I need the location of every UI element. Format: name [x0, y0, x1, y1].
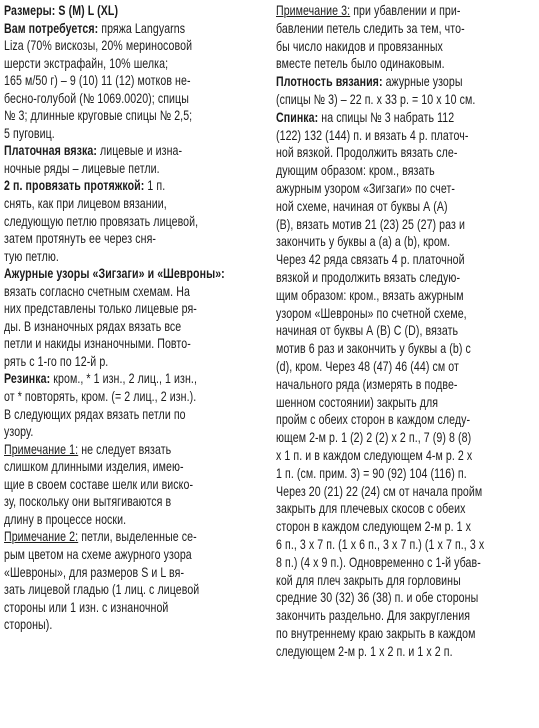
- text-segment: щим образом: кром., вязать ажурным: [276, 287, 464, 303]
- text-line: [4, 37, 210, 55]
- text-segment: длину в процессе носки.: [4, 511, 127, 527]
- bold-heading: Размеры: S (M) L (XL): [4, 3, 119, 18]
- text-segment: ды. В изнаночных рядах вязать все: [4, 318, 182, 334]
- text-segment: Через 20 (21) 22 (24) см от начала пройм: [276, 483, 483, 499]
- text-line: [4, 177, 210, 195]
- text-segment: начального ряда (измерять в подве-: [276, 376, 458, 392]
- text-line: [276, 233, 478, 251]
- text-line: [4, 493, 210, 511]
- text-line: [4, 160, 210, 178]
- text-line: [4, 20, 210, 38]
- text-segment: вязкой и продолжить вязать следую-: [276, 269, 461, 285]
- text-line: [276, 607, 478, 625]
- text-line: [276, 287, 478, 305]
- text-line: [4, 248, 210, 266]
- text-segment: вязать согласно счетным схемам. На: [4, 283, 190, 299]
- text-line: [276, 643, 478, 661]
- bold-heading: Плотность вязания:: [276, 74, 383, 90]
- text-line: [4, 423, 210, 441]
- bold-heading: 2 п. провязать протяжкой:: [4, 178, 145, 194]
- text-segment: средние 30 (32) 36 (38) п. и обе стороны: [276, 590, 479, 606]
- text-line: [4, 283, 210, 301]
- text-line: [4, 90, 210, 108]
- text-line: [4, 142, 210, 160]
- text-segment: затем протянуть ее через сня-: [4, 231, 157, 247]
- text-segment: петли и накиды изнаночными. Повто-: [4, 336, 191, 352]
- text-segment: закончить у буквы а (а) а (b), кром.: [276, 234, 451, 250]
- text-segment: бавлении петель следить за тем, что-: [276, 20, 465, 36]
- text-line: [276, 572, 478, 590]
- text-segment: зать лицевой гладью (1 лиц. с лицевой: [4, 582, 200, 598]
- text-segment: лицевые и изна-: [96, 143, 183, 159]
- text-line: [276, 38, 478, 56]
- text-segment: узором «Шевроны» по счетной схеме,: [276, 305, 467, 321]
- text-line: [4, 458, 210, 476]
- text-segment: кром., * 1 изн., 2 лиц., 1 изн.,: [50, 371, 197, 387]
- text-line: [276, 589, 478, 607]
- text-segment: В следующих рядах вязать петли по: [4, 406, 186, 422]
- text-segment: мотив 6 раз и закончить у буквы а (b) с: [276, 341, 471, 357]
- text-line: [4, 195, 210, 213]
- text-line: [276, 340, 478, 358]
- text-line: [276, 269, 478, 287]
- bold-heading: Ажурные узоры «Зигзаги» и «Шевроны»:: [4, 266, 225, 282]
- text-line: [276, 483, 483, 501]
- text-line: [4, 107, 210, 125]
- text-segment: стороны).: [4, 617, 53, 633]
- text-segment: следующую петлю провязать лицевой,: [4, 213, 199, 229]
- text-segment: 6 п., 3 х 7 п. (1 х 6 п., 3 х 7 п.) (1 х 7 п., 3 х: [276, 536, 485, 552]
- text-segment: следующем 2-м р. 1 х 2 п. и 1 х 2 п.: [276, 643, 453, 659]
- text-line: [4, 55, 210, 73]
- text-segment: стороны или 1 изн. с изнаночной: [4, 599, 169, 615]
- text-line: [276, 394, 478, 412]
- bold-heading: Резинка:: [4, 371, 51, 387]
- text-line: [276, 198, 478, 216]
- text-line: [4, 581, 210, 599]
- text-segment: 8 п.) (4 х 9 п.). Одновременно с 1-й убав-: [276, 554, 481, 570]
- text-segment: ющем 2-м р. 1 (2) 2 (2) х 2 п., 7 (9) 8 (8): [276, 430, 472, 446]
- left-text-column: [4, 2, 268, 634]
- text-line: [4, 300, 210, 318]
- text-line: [276, 73, 478, 91]
- text-line: [276, 305, 478, 323]
- text-line: [276, 55, 478, 73]
- text-segment: 5 пуговиц.: [4, 125, 55, 141]
- text-line: [276, 109, 478, 127]
- text-segment: не следует вязать: [78, 441, 172, 457]
- text-segment: «Шевроны», для размеров S и L вя-: [4, 564, 185, 580]
- text-line: [4, 616, 210, 634]
- text-line: [4, 335, 210, 353]
- text-line: [4, 511, 210, 529]
- text-line: [4, 388, 210, 406]
- text-segment: на спицы № 3 набрать 112: [318, 109, 455, 125]
- text-line: [276, 20, 478, 38]
- text-line: [276, 429, 478, 447]
- text-segment: вместе петель было одинаковым.: [276, 56, 445, 72]
- text-line: [4, 528, 210, 546]
- text-line: [276, 251, 478, 269]
- text-line: [276, 376, 478, 394]
- text-segment: шерсти экстрафайн, 10% шелка;: [4, 55, 169, 71]
- text-segment: щие в своем составе шелк или виско-: [4, 476, 194, 492]
- text-line: [276, 216, 478, 234]
- text-segment: кой для плеч закрыть для горловины: [276, 572, 461, 588]
- text-segment: 1 п.: [144, 178, 166, 194]
- text-line: [4, 125, 210, 143]
- text-segment: рять с 1-го по 12-й р.: [4, 353, 109, 369]
- text-segment: при убавлении и при-: [350, 3, 461, 18]
- text-segment: шенном состоянии) закрыть для: [276, 394, 439, 410]
- text-line: [4, 599, 210, 617]
- text-segment: (d), кром. Через 48 (47) 46 (44) см от: [276, 358, 459, 374]
- text-segment: них представлены только лицевые ря-: [4, 301, 197, 317]
- text-line: [4, 353, 210, 371]
- text-line: [276, 447, 478, 465]
- text-segment: ажурным узором «Зигзаги» по счет-: [276, 180, 456, 196]
- text-segment: (спицы № 3) – 22 п. х 33 р. = 10 х 10 см.: [276, 91, 476, 107]
- note-label: Примечание 1:: [4, 441, 79, 457]
- text-segment: (122) 132 (144) п. и вязать 4 р. платоч-: [276, 127, 469, 143]
- text-line: [276, 500, 478, 518]
- text-line: [276, 2, 478, 20]
- text-line: [4, 213, 210, 231]
- text-segment: № 3; длинные круговые спицы № 2,5;: [4, 108, 193, 124]
- text-segment: по внутреннему краю закрыть в каждом: [276, 625, 476, 641]
- text-segment: ной схеме, начиная от буквы А (А): [276, 198, 448, 214]
- text-segment: бесно-голубой (№ 1069.0020); спицы: [4, 90, 189, 106]
- text-segment: 165 м/50 г) – 9 (10) 11 (12) мотков не-: [4, 73, 191, 89]
- text-segment: рым цветом на схеме ажурного узора: [4, 546, 192, 562]
- text-line: [4, 318, 210, 336]
- text-segment: ночные ряды – лицевые петли.: [4, 160, 160, 176]
- text-segment: закрыть для плечевых скосов с обеих: [276, 501, 466, 517]
- text-line: [4, 564, 210, 582]
- text-segment: дующим образом: кром., вязать: [276, 163, 435, 179]
- text-line: [276, 625, 478, 643]
- text-line: [276, 536, 485, 554]
- text-line: [276, 127, 478, 145]
- text-segment: Liza (70% вискозы, 20% мериносовой: [4, 38, 193, 54]
- text-segment: петли, выделенные се-: [78, 529, 197, 545]
- text-segment: слишком длинными изделия, имею-: [4, 459, 184, 475]
- text-line: [276, 91, 478, 109]
- text-segment: бы число накидов и провязанных: [276, 38, 443, 54]
- bold-heading: Вам потребуется:: [4, 20, 99, 36]
- text-segment: снять, как при лицевом вязании,: [4, 196, 167, 212]
- text-line: [4, 265, 225, 283]
- text-line: [4, 546, 210, 564]
- bold-heading: Платочная вязка:: [4, 143, 97, 159]
- text-line: [4, 230, 210, 248]
- text-line: [4, 72, 210, 90]
- text-line: [276, 322, 478, 340]
- text-line: [4, 476, 210, 494]
- text-segment: зу, поскольку они вытягиваются в: [4, 494, 172, 510]
- text-segment: закончить раздельно. Для закругления: [276, 608, 471, 624]
- text-segment: сторон в каждом следующем 2-м р. 1 х: [276, 519, 472, 535]
- text-line: [276, 411, 478, 429]
- text-line: [276, 465, 478, 483]
- text-segment: ной вязкой. Продолжить вязать сле-: [276, 145, 458, 161]
- text-line: [4, 2, 210, 20]
- text-segment: узору.: [4, 424, 34, 440]
- text-line: [4, 441, 210, 459]
- text-line: [276, 180, 478, 198]
- text-line: [4, 406, 210, 424]
- text-line: [4, 370, 210, 388]
- text-line: [276, 554, 481, 572]
- text-line: [276, 358, 478, 376]
- text-segment: тую петлю.: [4, 248, 59, 264]
- right-text-column: [276, 2, 535, 660]
- text-segment: х 1 п. и в каждом следующем 4-м р. 2 х: [276, 447, 473, 463]
- text-segment: 1 п. (см. прим. 3) = 90 (92) 104 (116) п.: [276, 465, 467, 481]
- text-segment: от * повторять, кром. (= 2 лиц., 2 изн.).: [4, 389, 197, 405]
- text-segment: ажурные узоры: [382, 74, 463, 90]
- text-segment: начиная от буквы А (В) С (D), вязать: [276, 323, 459, 339]
- text-line: [276, 518, 478, 536]
- bold-heading: Спинка:: [276, 109, 319, 125]
- text-segment: (В), вязать мотив 21 (23) 25 (27) раз и: [276, 216, 465, 232]
- text-segment: Через 42 ряда связать 4 р. платочной: [276, 252, 465, 268]
- text-line: [276, 162, 478, 180]
- text-segment: пройм с обеих сторон в каждом следу-: [276, 412, 471, 428]
- text-segment: пряжа Langyarns: [98, 20, 186, 36]
- note-label: Примечание 2:: [4, 529, 79, 545]
- note-label: Примечание 3:: [276, 3, 351, 18]
- text-line: [276, 144, 478, 162]
